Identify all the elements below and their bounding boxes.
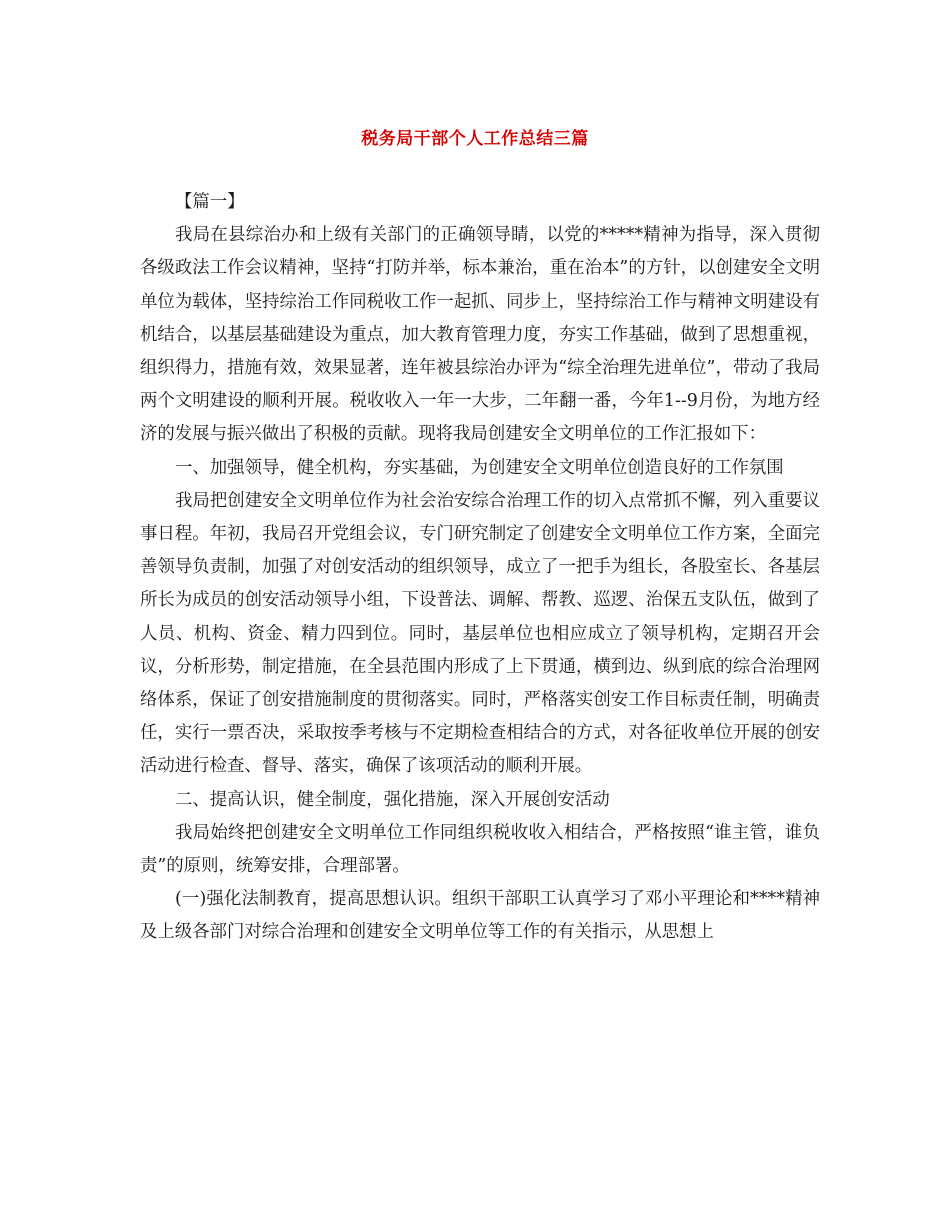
document-body — [140, 186, 820, 950]
paragraph-intro: 我局在县综治办和上级有关部门的正确领导睛，以党的*****精神为指导，深入贯彻各级政法工作会议精神，坚持“打防并举，标本兼治，重在治本”的方针，以创建安全文明单位为载体，坚持综治工作同税收工作一起抓、同步上，坚持综治工作与精神文明建设有机结合，以基层基础建设为重点，加大教育管理力度，夯实工作基础，做到了思想重视，组织得力，措施有效，效果显著，连年被县综治办评为“综全治理先进单位”，带动了我局两个文明建设的顺利开展。税收收入一年一大步，二年翻一番，今年1--9月份，为地方经济的发展与振兴做出了积极的贡献。现将我局创建安全文明单位的工作汇报如下： — [140, 225, 820, 445]
paragraph-organization: 我局把创建安全文明单位作为社会治安综合治理工作的切入点常抓不懈，列入重要议事日程。年初，我局召开党组会议，专门研究制定了创建安全文明单位工作方案，全面完善领导负责制，加强了对创安活动的组织领导，成立了一把手为组长，各股室长、各基层所长为成员的创安活动领导小组，下设普法、调解、帮教、巡逻、治保五支队伍，做到了人员、机构、资金、精力四到位。同时，基层单位也相应成立了领导机构，定期召开会议，分析形势，制定措施，在全县范围内形成了上下贯通，横到边、纵到底的综合治理网络体系，保证了创安措施制度的贯彻落实。同时，严格落实创安工作目标责任制，明确责任，实行一票否决，采取按季考核与不定期检查相结合的方式，对各征收单位开展的创安活动进行检查、督导、落实，确保了该项活动的顺利开展。 — [140, 490, 820, 777]
document-title: 税务局干部个人工作总结三篇 — [361, 129, 589, 149]
heading-one: 一、加强领导，健全机构，夯实基础，为创建安全文明单位创造良好的工作氛围 — [175, 457, 784, 478]
paragraph-principle: 我局始终把创建安全文明单位工作同组织税收收入相结合，严格按照“谁主管，谁负责”的原则，统筹安排，合理部署。 — [140, 822, 820, 877]
paragraph-legal-education: (一)强化法制教育，提高思想认识。组织干部职工认真学习了邓小平理论和****精神及上级各部门对综合治理和创建安全文明单位等工作的有关指示，从思想上 — [140, 889, 820, 943]
section-label: 【篇一】 — [175, 192, 245, 212]
heading-two: 二、提高认识，健全制度，强化措施，深入开展创安活动 — [175, 789, 610, 810]
